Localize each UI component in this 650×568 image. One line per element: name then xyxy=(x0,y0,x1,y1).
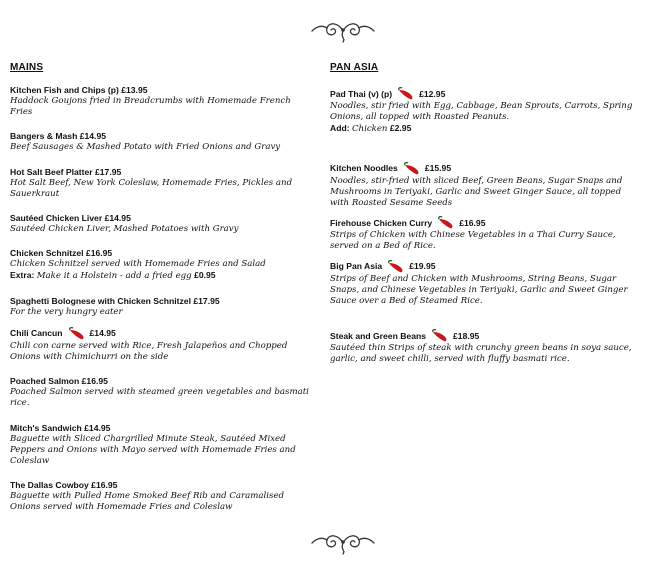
item-name: Spaghetti Bolognese with Chicken Schnitzel £17.95 xyxy=(10,295,220,306)
menu-item xyxy=(10,327,310,363)
menu-item xyxy=(10,85,310,118)
menu-item xyxy=(330,260,635,308)
menu-item xyxy=(10,248,310,282)
chili-pepper-icon xyxy=(66,327,88,341)
item-description: Chili con carne served with Rice, Fresh Jalapeños and Chopped Onions with Chimichurri on the side xyxy=(10,340,288,363)
item-description: Chicken Schnitzel served with Homemade Fries and Salad xyxy=(10,259,266,270)
add-price: £2.95 xyxy=(389,123,412,134)
item-extra xyxy=(10,270,310,282)
item-name: Chili Cancun xyxy=(10,328,63,339)
item-price: £15.95 xyxy=(424,163,452,174)
item-description: Baguette with Sliced Chargrilled Minute Steak, Sautéed Mixed Peppers and Onions with Mayo served with Homemade Fries and Coleslaw xyxy=(10,433,296,467)
item-name: Mitch's Sandwich £14.95 xyxy=(10,422,111,433)
mains-column xyxy=(10,62,310,514)
chili-pepper-icon xyxy=(435,216,457,230)
chili-pepper-icon xyxy=(395,87,417,101)
ornament-flourish-icon xyxy=(310,18,376,44)
ornament-flourish-icon xyxy=(310,530,376,556)
item-description: Baguette with Pulled Home Smoked Beef Rib and Caramalised Onions served with Homemade Fries and Coleslaw xyxy=(10,491,285,513)
item-name-row xyxy=(330,260,635,274)
chili-pepper-icon xyxy=(401,162,423,176)
item-price: £14.95 xyxy=(89,328,116,339)
menu-item xyxy=(10,131,310,153)
item-name-row xyxy=(10,327,310,341)
menu-item xyxy=(330,87,635,136)
item-name: The Dallas Cowboy £16.95 xyxy=(10,480,118,491)
item-price: £16.95 xyxy=(459,217,486,228)
item-description: Sautéed thin Strips of steak with crunchy green beans in soya sauce, garlic, and sweet chilli, served with fluffy basmati rice. xyxy=(330,343,632,365)
item-description: Haddock Goujons fried in Breadcrumbs with Homemade French Fries xyxy=(10,96,291,118)
extra-text: Make it a Holstein - add a fried egg xyxy=(36,271,192,282)
item-description: Noodles, stir fried with Egg, Cabbage, Bean Sprouts, Carrots, Spring Onions, all topped with Roasted Peanuts. xyxy=(330,101,633,123)
pan-asia-heading: PAN ASIA xyxy=(330,62,379,73)
item-name-row xyxy=(330,162,635,176)
item-description: Strips of Beef and Chicken with Mushrooms, String Beans, Sugar Snaps, and Chinese Vegetables in Teriyaki, Garlic and Sweet Ginger Sauce over a Bed of Steamed Rice. xyxy=(330,273,628,307)
menu-item xyxy=(10,376,310,409)
item-add-on xyxy=(330,123,635,135)
menu-item xyxy=(10,167,310,200)
pan-asia-column xyxy=(330,62,635,366)
item-description: For the very hungry eater xyxy=(10,306,123,317)
add-text: Chicken xyxy=(351,124,388,135)
menu-item xyxy=(10,480,310,513)
item-price: £18.95 xyxy=(453,330,480,341)
chili-pepper-icon xyxy=(429,329,451,343)
item-name: Pad Thai (v) (p) xyxy=(330,88,393,99)
item-name: Poached Salmon £16.95 xyxy=(10,376,108,387)
item-description: Hot Salt Beef, New York Coleslaw, Homemade Fries, Pickles and Sauerkraut xyxy=(10,177,293,199)
item-price: £12.95 xyxy=(419,88,446,99)
item-name-row xyxy=(330,216,635,230)
chili-pepper-icon xyxy=(385,260,407,274)
item-name: Sautéed Chicken Liver £14.95 xyxy=(10,213,131,224)
item-name: Chicken Schnitzel £16.95 xyxy=(10,248,113,259)
extra-price: £0.95 xyxy=(194,270,216,281)
item-description: Beef Sausages & Mashed Potato with Fried Onions and Gravy xyxy=(10,142,281,153)
menu-item xyxy=(10,423,310,468)
item-description: Sautéed Chicken Liver, Mashed Potatoes with Gravy xyxy=(10,224,239,235)
item-name-row xyxy=(330,329,635,343)
menu-item xyxy=(330,162,635,210)
item-name: Bangers & Mash £14.95 xyxy=(10,131,107,142)
item-name: Big Pan Asia xyxy=(330,261,383,272)
item-price: £19.95 xyxy=(409,261,436,272)
item-description: Noodles, stir-fried with sliced Beef, Green Beans, Sugar Snaps and Mushrooms in Teriyaki, Garlic and Sweet Ginger Sauce, all topped with Roasted Sesame Seeds xyxy=(330,175,623,209)
menu-item xyxy=(330,329,635,365)
item-name: Kitchen Fish and Chips (p) £13.95 xyxy=(10,85,148,95)
menu-item xyxy=(10,213,310,235)
extra-label: Extra: xyxy=(10,270,35,281)
add-label: Add: xyxy=(330,123,350,134)
item-name: Steak and Green Beans xyxy=(330,330,427,341)
menu-item xyxy=(330,216,635,252)
item-name: Hot Salt Beef Platter £17.95 xyxy=(10,166,122,177)
item-name: Kitchen Noodles xyxy=(330,163,398,174)
item-description: Poached Salmon served with steamed green vegetables and basmati rice. xyxy=(10,387,309,409)
item-description: Strips of Chicken with Chinese Vegetables in a Thai Curry Sauce, served on a Bed of Rice. xyxy=(330,230,616,252)
item-name: Firehouse Chicken Curry xyxy=(330,217,433,228)
mains-heading: MAINS xyxy=(10,62,44,73)
item-name-row xyxy=(330,87,635,101)
menu-item xyxy=(10,296,310,318)
